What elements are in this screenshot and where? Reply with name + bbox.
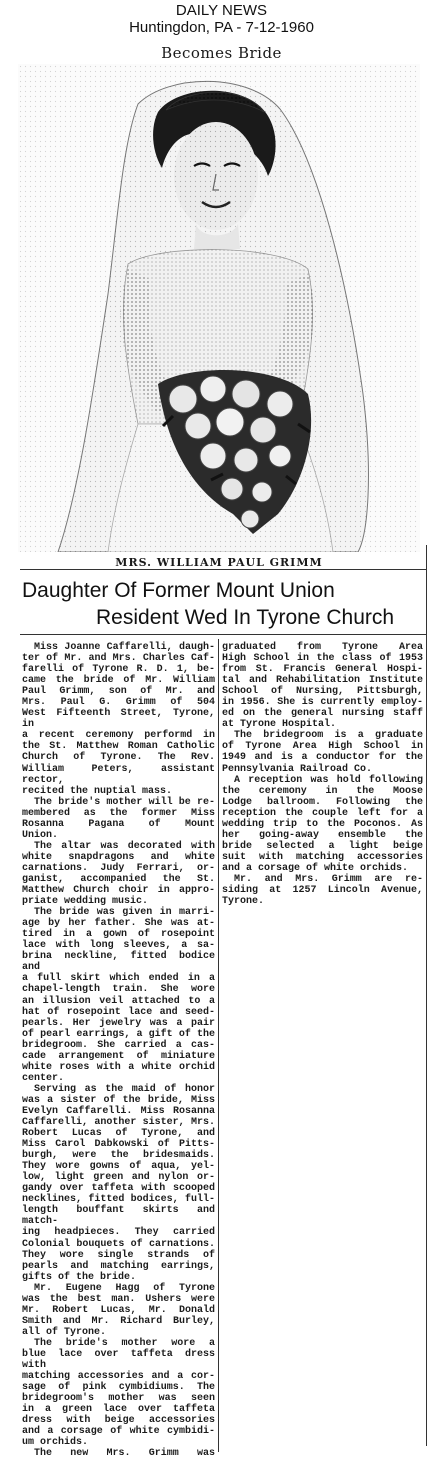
article-line: the ceremony in the Moose [222,785,423,797]
article-line: The bride's mother will be re- [34,796,215,808]
article-line: of pearl earrings, a gift of the [22,1028,215,1040]
article-line: tired in a gown of rosepoint [22,929,215,941]
article-line: ed on the general nursing staff [222,708,423,720]
article-line: Mr. Robert Lucas, Mr. Donald [22,1304,215,1316]
article-line: and a corsage of white orchids. [222,862,409,874]
bride-photo-image [18,64,420,552]
article-line: of Tyrone Area High School in [222,741,423,753]
article-line: brina neckline, fitted bodice and [22,951,215,974]
article-line: a recent ceremony performd in [22,730,215,742]
article-line: wedding trip to the Poconos. As [222,818,423,830]
article-line: all of Tyrone. [22,1326,107,1338]
article-line: A reception was hold following [234,774,423,786]
article-line: Miss Carol Dabkowski of Pitts- [22,1139,215,1151]
article-line: The new Mrs. Grimm was [34,1448,215,1460]
article-line: Mrs. Paul G. Grimm of 504 [22,697,215,709]
article-line: 1949 and is a conductor for the [222,752,423,764]
article-line: Lodge ballroom. Following the [222,796,423,808]
article-line: Tyrone. [222,896,265,908]
article-line: bride selected a light beige [222,840,423,852]
article-line: blue lace over taffeta dress with [22,1349,215,1372]
article-line: Matthew Church choir in appro- [22,885,215,897]
article-line: They wore gowns of aqua, yel- [22,1161,215,1173]
article-line: her going-away ensemble the [222,829,423,841]
article-line: ganist, accompanied the St. [22,873,215,885]
article-line: siding at 1257 Lincoln Avenue, [222,885,423,897]
article-line: gandy over taffeta with scooped [22,1183,215,1195]
caption-rule [20,569,426,570]
article-line: a full skirt which ended in a [22,973,215,985]
article-line: Pennsylvania Railroad Co. [222,763,373,775]
article-line: necklines, fitted bodices, full- [22,1194,215,1206]
article-line: The bride's mother wore a [34,1337,215,1349]
article-line: sage of pink cymbidiums. The [22,1382,215,1394]
article-line: priate wedding music. [22,896,149,908]
article-line: West Fifteenth Street, Tyrone, in [22,708,215,731]
article-line: white roses with a white orchid [22,1061,215,1073]
article-line: lace with long sleeves, a sa- [22,940,215,952]
article-line: They wore single strands of [22,1249,215,1261]
article-line: The bridegroom is a graduate [234,730,423,742]
article-line: The altar was decorated with [34,840,215,852]
article-line: William Peters, assistant rector, [22,763,215,786]
article-line: was a sister of the bride, Miss [22,1094,215,1106]
article-line: length bouffant skirts and match- [22,1205,215,1228]
article-line: The bride was given in marri- [34,907,215,919]
article-line: cade arrangement of miniature [22,1050,215,1062]
article-line: membered as the former Miss [22,807,215,819]
article-line: farelli of Tyrone R. D. 1, be- [22,664,215,676]
article-line: in 1956. She is currently employ- [222,697,423,709]
headline-line-2: Resident Wed In Tyrone Church [96,606,395,629]
article-line: gifts of the bride. [22,1271,137,1283]
article-line: Robert Lucas of Tyrone, and [22,1128,215,1140]
article-column-right [222,642,423,907]
article-line: pearls. Her jewelry was a pair [22,1017,215,1029]
article-line: chapel-length train. She wore [22,984,215,996]
article-line: the St. Matthew Roman Catholic [22,741,215,753]
article-line: an illusion veil attached to a [22,995,215,1007]
article-line: dress with beige accessories [22,1415,215,1427]
article-line: suit with matching accessories [222,851,423,863]
article-line: Evelyn Caffarelli. Miss Rosanna [22,1105,215,1117]
article-line: Mr. and Mrs. Grimm are re- [234,873,423,885]
article-line: Colonial bouquets of carnations. [22,1238,215,1250]
article-line: pearls and matching earrings, [22,1260,215,1272]
article-line: Caffarelli, another sister, Mrs. [22,1117,215,1129]
article-line: at Tyrone Hospital. [222,719,337,731]
bride-photo [18,64,420,552]
article-line: age by her father. She was at- [22,918,215,930]
article-line: Serving as the maid of honor [34,1083,215,1095]
article-line: and a corsage of white cymbidi- [22,1426,215,1438]
article-line: recited the nuptial mass. [22,785,173,797]
article-line: Paul Grimm, son of Mr. and [22,686,215,698]
article-line: High School in the class of 1953 [222,653,423,665]
publication-name: DAILY NEWS [175,2,268,19]
article-line: came the bride of Mr. William [22,675,215,687]
article-line: carnations. Judy Ferrari, or- [22,862,215,874]
article-line: Union. [22,829,59,841]
article-line: ter of Mr. and Mrs. Charles Caf- [22,653,215,665]
article-line: from St. Francis General Hospi- [222,664,423,676]
article-line: Church of Tyrone. The Rev. [22,752,215,764]
article-line: graduated from Tyrone Area [222,642,423,653]
right-column-rule [426,545,427,1446]
publication-place-date: Huntingdon, PA - 7-12-1960 [129,19,314,36]
article-line: in a green lace over taffeta [22,1404,215,1416]
article-line: Smith and Mr. Richard Burley, [22,1315,215,1327]
photo-caption: MRS. WILLIAM PAUL GRIMM [115,556,323,569]
article-line: reception the couple left for a [222,807,423,819]
headline-bottom-rule [20,634,426,635]
article-line: um orchids. [22,1437,89,1449]
article-line: bridegroom's mother was seen [22,1393,215,1405]
article-line: white snapdragons and white [22,851,215,863]
headline-line-1: Daughter Of Former Mount Union [22,579,335,602]
article-line: center. [22,1072,65,1084]
article-line: low, light green and nylon or- [22,1172,215,1184]
article-line: Mr. Eugene Hagg of Tyrone [34,1282,215,1294]
article-column-left [22,642,215,1459]
column-divider-rule [218,639,219,1452]
article-line: tal and Rehabilitation Institute [222,675,423,687]
article-line: burgh, were the bridesmaids. [22,1150,215,1162]
photo-kicker: Becomes Bride [161,44,282,62]
article-line: matching accessories and a cor- [22,1371,215,1383]
article-line: was the best man. Ushers were [22,1293,215,1305]
article-line: ing headpieces. They carried [22,1227,215,1239]
article-line: bridegroom. She carried a cas- [22,1039,215,1051]
article-line: hat of rosepoint lace and seed- [22,1006,215,1018]
article-line: School of Nursing, Pittsburgh, [222,686,423,698]
article-line: Miss Joanne Caffarelli, daugh- [34,642,215,653]
article-line: Rosanna Pagana of Mount [22,818,215,830]
